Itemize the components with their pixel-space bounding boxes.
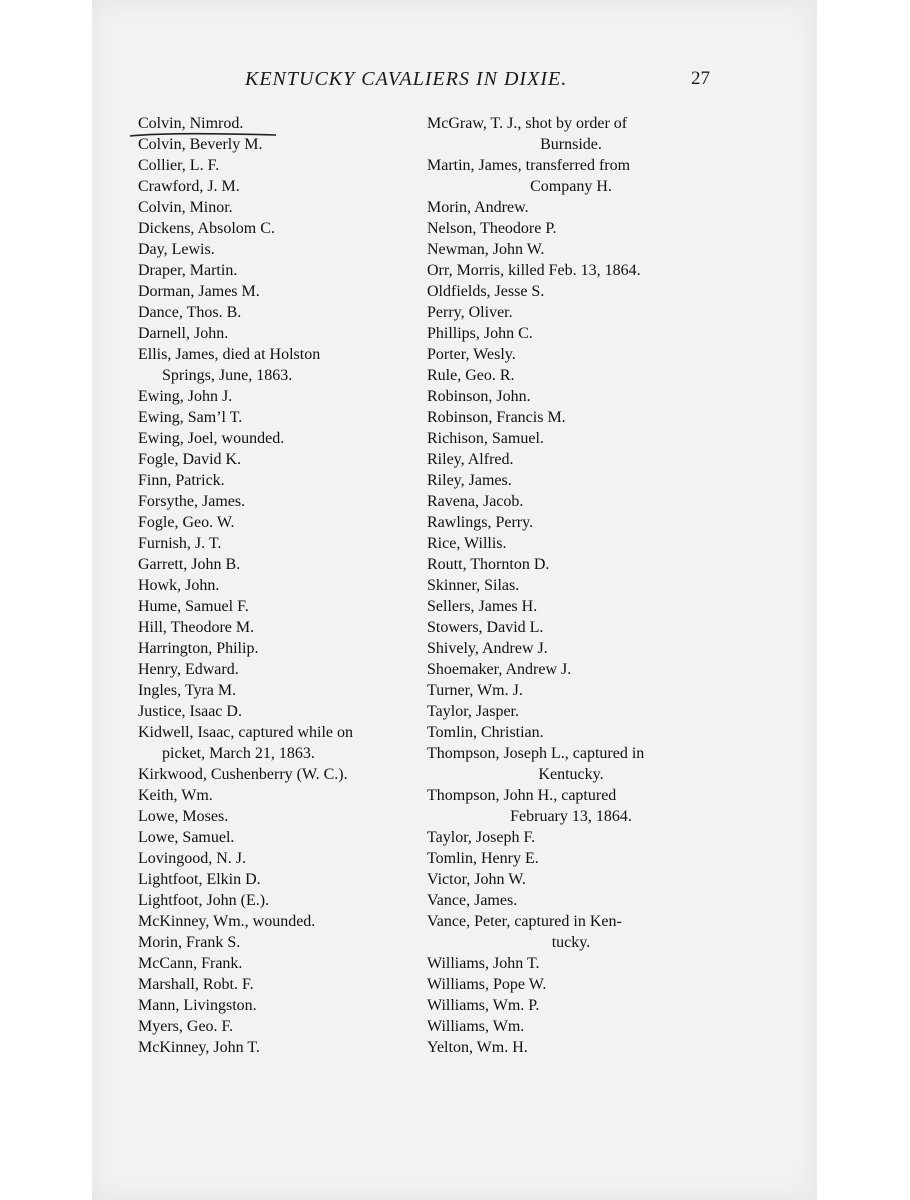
- roster-entry-name: Taylor, Jasper.: [427, 703, 519, 720]
- roster-entry-name: Fogle, David K.: [138, 451, 242, 468]
- roster-entry: [138, 512, 420, 533]
- roster-entry-name: Darnell, John.: [138, 325, 229, 342]
- roster-entry: [427, 344, 715, 365]
- roster-entry-continuation: February 13, 1864.: [510, 808, 632, 825]
- roster-entry-name: Riley, Alfred.: [427, 451, 514, 468]
- roster-entry-continuation: Company H.: [530, 178, 612, 195]
- roster-entry: [138, 428, 420, 449]
- roster-entry: [138, 407, 420, 428]
- roster-entry-name: Hill, Theodore M.: [138, 619, 255, 636]
- roster-entry-name: Ewing, John J.: [138, 388, 233, 405]
- roster-entry: [138, 701, 420, 722]
- roster-entry-name: Sellers, James H.: [427, 598, 538, 615]
- roster-entry: [427, 470, 715, 491]
- roster-entry-name: Kirkwood, Cushenberry (W. C.).: [138, 766, 348, 783]
- roster-entry-continuation: picket, March 21, 1863.: [162, 745, 315, 762]
- roster-entry-name: Lightfoot, Elkin D.: [138, 871, 261, 888]
- roster-entry-name: Williams, Wm. P.: [427, 997, 540, 1014]
- roster-entry: [138, 533, 420, 554]
- roster-entry: [427, 953, 715, 974]
- roster-entry: [138, 848, 420, 869]
- roster-entry: [138, 869, 420, 890]
- roster-entry-name: Fogle, Geo. W.: [138, 514, 235, 531]
- roster-entry-name: McCann, Frank.: [138, 955, 243, 972]
- roster-entry-name: Thompson, John H., captured: [427, 787, 617, 804]
- roster-entry: [138, 197, 420, 218]
- roster-entry-name: McGraw, T. J., shot by order of: [427, 115, 628, 132]
- roster-entry: [427, 428, 715, 449]
- roster-entry-name: Justice, Isaac D.: [138, 703, 242, 720]
- roster-entry: [427, 323, 715, 344]
- roster-entry-name: Martin, James, transferred from: [427, 157, 631, 174]
- roster-entry-name: Shoemaker, Andrew J.: [427, 661, 572, 678]
- roster-entry: [427, 491, 715, 512]
- roster-entry-name: Draper, Martin.: [138, 262, 238, 279]
- roster-entry: [138, 344, 420, 386]
- roster-entry: [138, 281, 420, 302]
- roster-entry-name: Rice, Willis.: [427, 535, 507, 552]
- roster-entry-name: Shively, Andrew J.: [427, 640, 548, 657]
- roster-entry-name: Lovingood, N. J.: [138, 850, 246, 867]
- roster-entry-name: Stowers, David L.: [427, 619, 544, 636]
- page-number: 27: [691, 68, 710, 89]
- roster-entry: [427, 239, 715, 260]
- roster-entry: [138, 302, 420, 323]
- roster-entry-name: Vance, James.: [427, 892, 518, 909]
- roster-entry-continuation: Springs, June, 1863.: [162, 367, 293, 384]
- roster-entry: [138, 995, 420, 1016]
- roster-entry-name: Vance, Peter, captured in Ken-: [427, 913, 622, 930]
- roster-entry: [427, 407, 715, 428]
- roster-entry: [138, 806, 420, 827]
- roster-entry: [138, 449, 420, 470]
- roster-entry: [427, 512, 715, 533]
- roster-entry-name: Colvin, Nimrod.: [138, 115, 244, 132]
- roster-entry: [138, 218, 420, 239]
- roster-entry: [138, 659, 420, 680]
- roster-entry: [427, 827, 715, 848]
- roster-entry: [427, 113, 715, 155]
- roster-entry-name: Dickens, Absolom C.: [138, 220, 275, 237]
- roster-entry: [427, 890, 715, 911]
- roster-entry-name: Kidwell, Isaac, captured while on: [138, 724, 354, 741]
- roster-entry-name: Skinner, Silas.: [427, 577, 520, 594]
- roster-entry: [138, 554, 420, 575]
- roster-entry: [138, 386, 420, 407]
- roster-entry: [138, 596, 420, 617]
- roster-entry-name: Lowe, Samuel.: [138, 829, 235, 846]
- roster-entry-continuation: Burnside.: [540, 136, 602, 153]
- roster-entry-name: Crawford, J. M.: [138, 178, 240, 195]
- roster-entry: [138, 113, 420, 134]
- roster-entry: [427, 869, 715, 890]
- roster-entry-name: Hume, Samuel F.: [138, 598, 249, 615]
- roster-entry-name: Finn, Patrick.: [138, 472, 225, 489]
- roster-entry: [427, 1016, 715, 1037]
- running-title: KENTUCKY CAVALIERS IN DIXIE.: [245, 68, 568, 90]
- roster-entry: [427, 260, 715, 281]
- roster-entry: [427, 785, 715, 827]
- roster-entry: [138, 260, 420, 281]
- roster-entry: [427, 722, 715, 743]
- roster-entry: [427, 302, 715, 323]
- roster-entry: [138, 155, 420, 176]
- roster-entry: [427, 533, 715, 554]
- roster-entry-name: Dance, Thos. B.: [138, 304, 242, 321]
- roster-entry-name: Colvin, Beverly M.: [138, 136, 263, 153]
- roster-entry: [138, 470, 420, 491]
- roster-entry: [427, 1037, 715, 1058]
- roster-entry: [427, 743, 715, 785]
- roster-entry: [427, 596, 715, 617]
- roster-column-left: [138, 113, 420, 1058]
- roster-entry-name: Lightfoot, John (E.).: [138, 892, 270, 909]
- roster-entry-name: Tomlin, Christian.: [427, 724, 544, 741]
- roster-entry-name: Ingles, Tyra M.: [138, 682, 237, 699]
- roster-entry: [427, 449, 715, 470]
- roster-entry: [427, 974, 715, 995]
- roster-entry-name: Turner, Wm. J.: [427, 682, 523, 699]
- roster-entry: [427, 575, 715, 596]
- roster-entry-name: Williams, Pope W.: [427, 976, 547, 993]
- roster-entry-name: Mann, Livingston.: [138, 997, 257, 1014]
- roster-entry-name: Riley, James.: [427, 472, 512, 489]
- roster-entry: [427, 386, 715, 407]
- roster-entry: [138, 239, 420, 260]
- roster-entry-name: Victor, John W.: [427, 871, 526, 888]
- roster-entry-name: Rule, Geo. R.: [427, 367, 515, 384]
- roster-entry-name: Collier, L. F.: [138, 157, 220, 174]
- roster-entry: [138, 491, 420, 512]
- roster-entry-name: Garrett, John B.: [138, 556, 241, 573]
- roster-entry: [427, 218, 715, 239]
- roster-entry-continuation: Kentucky.: [538, 766, 604, 783]
- roster-entry-name: Day, Lewis.: [138, 241, 215, 258]
- roster-entry-name: Yelton, Wm. H.: [427, 1039, 528, 1056]
- roster-entry-name: Orr, Morris, killed Feb. 13, 1864.: [427, 262, 641, 279]
- roster-entry: [138, 764, 420, 785]
- roster-entry-name: Furnish, J. T.: [138, 535, 222, 552]
- roster-entry: [138, 974, 420, 995]
- roster-entry-name: Dorman, James M.: [138, 283, 260, 300]
- roster-entry: [427, 155, 715, 197]
- roster-entry: [138, 638, 420, 659]
- roster-entry: [138, 953, 420, 974]
- roster-entry: [427, 911, 715, 953]
- running-header: [155, 68, 715, 98]
- roster-entry-name: Marshall, Robt. F.: [138, 976, 254, 993]
- roster-entry-continuation: tucky.: [551, 934, 591, 951]
- roster-entry: [138, 176, 420, 197]
- roster-entry-name: Morin, Andrew.: [427, 199, 529, 216]
- roster-entry: [427, 281, 715, 302]
- roster-entry-name: Howk, John.: [138, 577, 220, 594]
- roster-entry: [138, 680, 420, 701]
- roster-entry-name: Williams, John T.: [427, 955, 540, 972]
- roster-entry: [427, 197, 715, 218]
- roster-entry-name: Nelson, Theodore P.: [427, 220, 557, 237]
- roster-column-right: [427, 113, 715, 1058]
- roster-entry: [138, 911, 420, 932]
- roster-entry-name: Myers, Geo. F.: [138, 1018, 234, 1035]
- roster-entry-name: McKinney, Wm., wounded.: [138, 913, 316, 930]
- roster-entry: [138, 785, 420, 806]
- roster-entry-name: Forsythe, James.: [138, 493, 246, 510]
- roster-entry-name: Ewing, Sam’l T.: [138, 409, 243, 426]
- roster-entry: [427, 995, 715, 1016]
- roster-entry-name: Thompson, Joseph L., captured in: [427, 745, 645, 762]
- roster-entry: [138, 575, 420, 596]
- roster-entry-name: Perry, Oliver.: [427, 304, 513, 321]
- roster-entry-name: Oldfields, Jesse S.: [427, 283, 545, 300]
- roster-entry-name: Richison, Samuel.: [427, 430, 544, 447]
- roster-entry-name: Phillips, John C.: [427, 325, 533, 342]
- roster-entry: [138, 827, 420, 848]
- roster-entry-name: Keith, Wm.: [138, 787, 213, 804]
- roster-entry: [138, 1037, 420, 1058]
- roster-entry: [138, 134, 420, 155]
- roster-entry: [427, 554, 715, 575]
- roster-entry: [138, 722, 420, 764]
- roster-entry-name: Ravena, Jacob.: [427, 493, 524, 510]
- roster-entry-name: Henry, Edward.: [138, 661, 239, 678]
- roster-entry-name: McKinney, John T.: [138, 1039, 260, 1056]
- roster-entry-name: Williams, Wm.: [427, 1018, 525, 1035]
- roster-entry-name: Ellis, James, died at Holston: [138, 346, 321, 363]
- roster-entry-name: Newman, John W.: [427, 241, 545, 258]
- roster-entry-name: Rawlings, Perry.: [427, 514, 534, 531]
- roster-entry-name: Robinson, John.: [427, 388, 531, 405]
- roster-entry-name: Taylor, Joseph F.: [427, 829, 536, 846]
- roster-entry-name: Ewing, Joel, wounded.: [138, 430, 285, 447]
- roster-entry-name: Morin, Frank S.: [138, 934, 241, 951]
- roster-entry: [427, 848, 715, 869]
- roster-entry: [427, 617, 715, 638]
- roster-entry: [427, 659, 715, 680]
- roster-entry: [427, 680, 715, 701]
- roster-entry: [427, 365, 715, 386]
- roster-entry-name: Porter, Wesly.: [427, 346, 516, 363]
- roster-entry-name: Harrington, Philip.: [138, 640, 259, 657]
- roster-entry: [427, 701, 715, 722]
- roster-entry-name: Routt, Thornton D.: [427, 556, 550, 573]
- roster-entry: [138, 617, 420, 638]
- roster-entry: [138, 932, 420, 953]
- roster-entry-name: Colvin, Minor.: [138, 199, 233, 216]
- roster-entry: [138, 1016, 420, 1037]
- roster-entry: [138, 890, 420, 911]
- roster-entry-name: Robinson, Francis M.: [427, 409, 566, 426]
- roster-entry: [138, 323, 420, 344]
- roster-entry-name: Tomlin, Henry E.: [427, 850, 539, 867]
- roster-entry: [427, 638, 715, 659]
- roster-entry-name: Lowe, Moses.: [138, 808, 229, 825]
